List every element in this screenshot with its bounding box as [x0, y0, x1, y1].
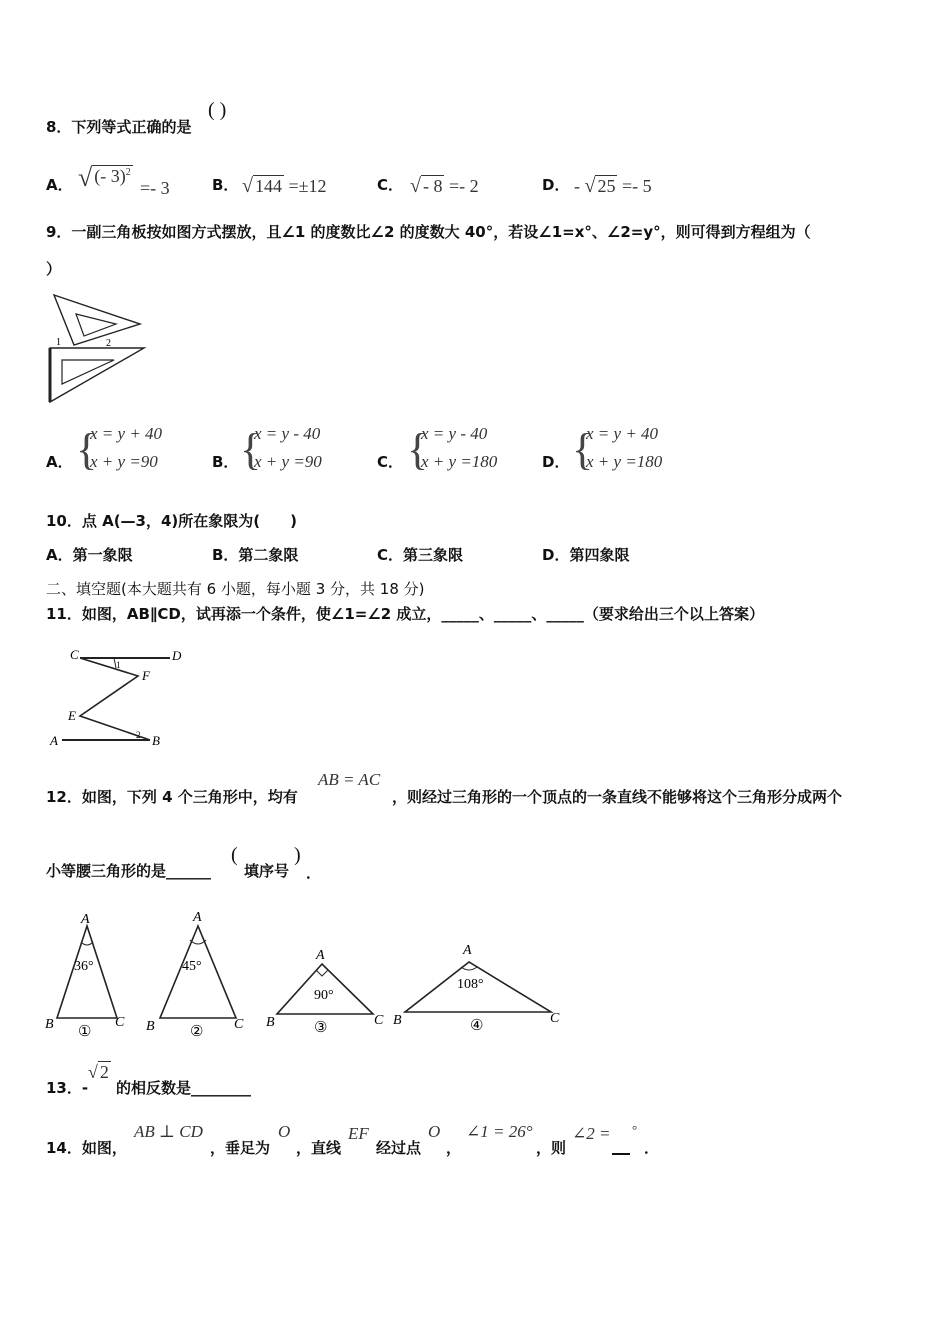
upper-triangle-inner	[76, 314, 116, 336]
q12-paren-close: )	[294, 844, 301, 866]
q11-stem: 11．如图，AB∥CD，试再添一个条件，使∠1=∠2 成立，_____、_____、_____（要求给出三个以上答案）	[46, 605, 764, 623]
lower-triangle	[50, 348, 144, 402]
q14-a: 14．如图，	[46, 1139, 127, 1157]
q14-f: ，则	[536, 1139, 567, 1157]
q14-d: 经过点	[376, 1139, 422, 1157]
q14-ab-perp-cd: AB ⊥ CD	[134, 1122, 203, 1141]
angle-label-1: 1	[56, 337, 61, 348]
q9-option-a-system: { x = y + 40 x + y =90	[76, 424, 163, 474]
q8-option-d: D．	[542, 176, 570, 194]
q14-e: ，	[446, 1139, 462, 1157]
q10-option-c: C．第三象限	[377, 546, 464, 564]
brace: {	[240, 425, 262, 474]
q12-fill-hint: 填序号	[244, 862, 290, 880]
q9-option-b-system: { x = y - 40 x + y =90	[240, 424, 322, 474]
q9-stem-line1: 9．一副三角板按如图方式摆放，且∠1 的度数比∠2 的度数大 40°，若设∠1=x°、∠2=y°，则可得到方程组为（	[46, 223, 811, 241]
q12-paren-open: (	[231, 844, 238, 866]
q12-period: ．	[306, 864, 322, 882]
q14-angle1: ∠1 = 26°	[466, 1122, 533, 1141]
q8-option-a-rest: =- 3	[140, 178, 170, 198]
t2-label-a: A	[193, 910, 202, 925]
t3-number: ③	[314, 1020, 328, 1036]
t4-angle: 108°	[457, 977, 484, 992]
section-title: 二、填空题(本大题共有 6 小题，每小题 3 分，共 18 分)	[46, 580, 425, 598]
q8-option-c: C．	[377, 176, 404, 194]
q14-degree: °	[632, 1122, 638, 1137]
t2-number: ②	[190, 1024, 204, 1040]
q9-option-b: B．	[212, 453, 239, 471]
label-a: A	[50, 733, 58, 748]
q13-sqrt: √ 2	[88, 1062, 109, 1082]
option-label: A．	[46, 176, 73, 194]
q8-option-c-expr: √ - 8 =- 2	[410, 175, 479, 197]
q9-stem-line2: ）	[46, 260, 62, 278]
q9-option-c-system: { x = y - 40 x + y =180	[407, 424, 498, 474]
t2-label-b: B	[146, 1019, 155, 1034]
q10-option-a: A．第一象限	[46, 546, 133, 564]
q10-option-d: D．第四象限	[542, 546, 630, 564]
q13-prefix: 13．-	[46, 1079, 89, 1097]
q8-paren: ( )	[208, 99, 227, 121]
q12-stem-part1: 12．如图，下列 4 个三角形中，均有	[46, 788, 298, 806]
t3-label-a: A	[316, 948, 325, 963]
q14-c: ，直线	[296, 1139, 342, 1157]
q10-option-b: B．第二象限	[212, 546, 299, 564]
q9-option-c: C．	[377, 453, 404, 471]
q14-angle2: ∠2 =	[572, 1124, 611, 1143]
label-f: F	[142, 668, 150, 683]
q8-option-b-expr: √ 144 =±12	[242, 175, 327, 197]
t2-label-c: C	[234, 1017, 244, 1032]
t4-label-a: A	[463, 943, 472, 958]
q9-option-d-system: { x = y + 40 x + y =180	[572, 424, 663, 474]
triangle-2	[146, 910, 244, 1040]
upper-triangle	[54, 295, 140, 345]
label-e: E	[68, 708, 76, 723]
zigzag	[80, 658, 150, 740]
t3-label-c: C	[374, 1013, 384, 1028]
q8-option-d-expr: - √ 25 =- 5	[574, 175, 652, 197]
label-c: C	[70, 647, 79, 662]
q8-option-b: B．	[212, 176, 239, 194]
label-2: 2	[136, 730, 141, 740]
radicand: (- 3)$^2$	[94, 166, 131, 186]
q12-line2: 小等腰三角形的是______	[46, 862, 212, 880]
t1-label-a: A	[81, 912, 90, 927]
t2-angle: 45°	[182, 959, 202, 974]
q9-option-a: A．	[46, 453, 73, 471]
q10-stem: 10．点 A(—3，4)所在象限为( )	[46, 512, 298, 530]
triangle-1	[45, 912, 125, 1040]
q14-b: ，垂足为	[210, 1139, 271, 1157]
q11-figure	[46, 644, 196, 754]
q12-stem-part2: ，则经过三角形的一个顶点的一条直线不能够将这个三角形分成两个	[392, 788, 843, 806]
t1-number: ①	[78, 1024, 92, 1040]
q8-option-a-expr: √ (- 3)$^2$	[78, 163, 131, 192]
t4-number: ④	[470, 1018, 484, 1034]
brace: {	[572, 425, 594, 474]
t4-label-c: C	[550, 1011, 560, 1026]
brace: {	[76, 425, 98, 474]
t1-label-c: C	[115, 1015, 125, 1030]
label-d: D	[172, 648, 182, 663]
t3-label-b: B	[266, 1015, 275, 1030]
q14-o1: O	[278, 1122, 291, 1141]
triangle-3	[266, 948, 384, 1036]
t1-angle: 36°	[74, 959, 94, 974]
q14-ef: EF	[348, 1124, 369, 1143]
angle-label-2: 2	[106, 338, 111, 349]
t3-angle: 90°	[314, 988, 334, 1003]
triangle-4	[393, 943, 560, 1034]
label-b: B	[152, 733, 160, 748]
q8-option-a	[46, 174, 73, 195]
q9-figure-triangles	[44, 290, 154, 405]
t4-label-b: B	[393, 1013, 402, 1028]
q8-text	[46, 116, 191, 137]
q9-option-d: D．	[542, 453, 570, 471]
brace: {	[407, 425, 429, 474]
q13-suffix: 的相反数是________	[116, 1079, 252, 1097]
q8-stem: 8．下列等式正确的是	[46, 118, 192, 136]
q14-g: ．	[644, 1139, 660, 1157]
t1-label-b: B	[45, 1017, 54, 1032]
label-1: 1	[116, 660, 121, 670]
q14-o2: O	[428, 1122, 441, 1141]
q12-figures	[40, 904, 570, 1044]
q14-answer-blank[interactable]	[612, 1153, 630, 1155]
q12-equation: AB = AC	[318, 770, 381, 789]
